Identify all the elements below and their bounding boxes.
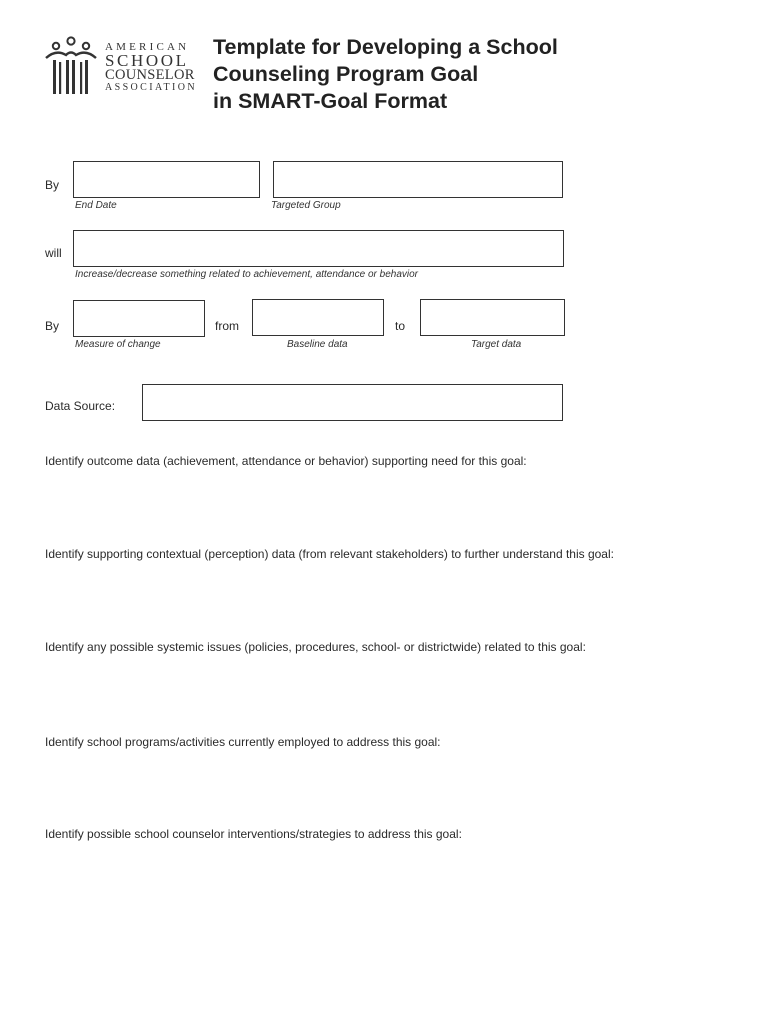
logo-wordmark: [105, 42, 197, 93]
by-label: By: [45, 178, 60, 192]
prompt-counselor-interventions: Identify possible school counselor interventions/strategies to address this goal:: [45, 827, 462, 841]
prompt-school-programs: Identify school programs/activities currently employed to address this goal:: [45, 735, 441, 749]
title-line-1: Template for Developing a School: [213, 35, 558, 59]
to-label: to: [395, 319, 406, 333]
will-label: will: [45, 246, 62, 260]
baseline-data-caption: Baseline data: [287, 339, 348, 350]
data-source-label: Data Source:: [45, 399, 116, 413]
page-title: [213, 34, 558, 115]
measure-of-change-caption: Measure of change: [75, 339, 161, 350]
title-line-3: in SMART-Goal Format: [213, 89, 448, 113]
asca-logo: [44, 36, 199, 98]
targeted-group-caption: Targeted Group: [271, 200, 341, 211]
change-goal-field[interactable]: [73, 230, 564, 267]
targeted-group-field[interactable]: [273, 161, 563, 198]
logo-line-american: AMERICAN: [105, 41, 190, 53]
prompt-contextual-data: Identify supporting contextual (perception) data (from relevant stakeholders) to further understand this goal:: [45, 547, 614, 561]
end-date-caption: End Date: [75, 200, 117, 211]
target-data-caption: Target data: [471, 339, 522, 350]
logo-line-association: ASSOCIATION: [105, 82, 197, 93]
by-measure-label: By: [45, 319, 60, 333]
from-label: from: [215, 319, 239, 333]
target-data-field[interactable]: [420, 299, 565, 336]
logo-line-counselor: COUNSELOR: [105, 67, 195, 83]
baseline-data-field[interactable]: [252, 299, 384, 336]
title-line-2: Counseling Program Goal: [213, 62, 479, 86]
prompt-systemic-issues: Identify any possible systemic issues (policies, procedures, school- or districtwide) related to this goal:: [45, 640, 586, 654]
data-source-field[interactable]: [142, 384, 563, 421]
measure-of-change-field[interactable]: [73, 300, 205, 337]
people-figures-icon: [44, 36, 104, 98]
end-date-field[interactable]: [73, 161, 260, 198]
prompt-outcome-data: Identify outcome data (achievement, attendance or behavior) supporting need for this goal:: [45, 454, 527, 468]
logo-line-school: SCHOOL: [105, 51, 189, 70]
change-goal-caption: Increase/decrease something related to achievement, attendance or behavior: [75, 269, 418, 280]
